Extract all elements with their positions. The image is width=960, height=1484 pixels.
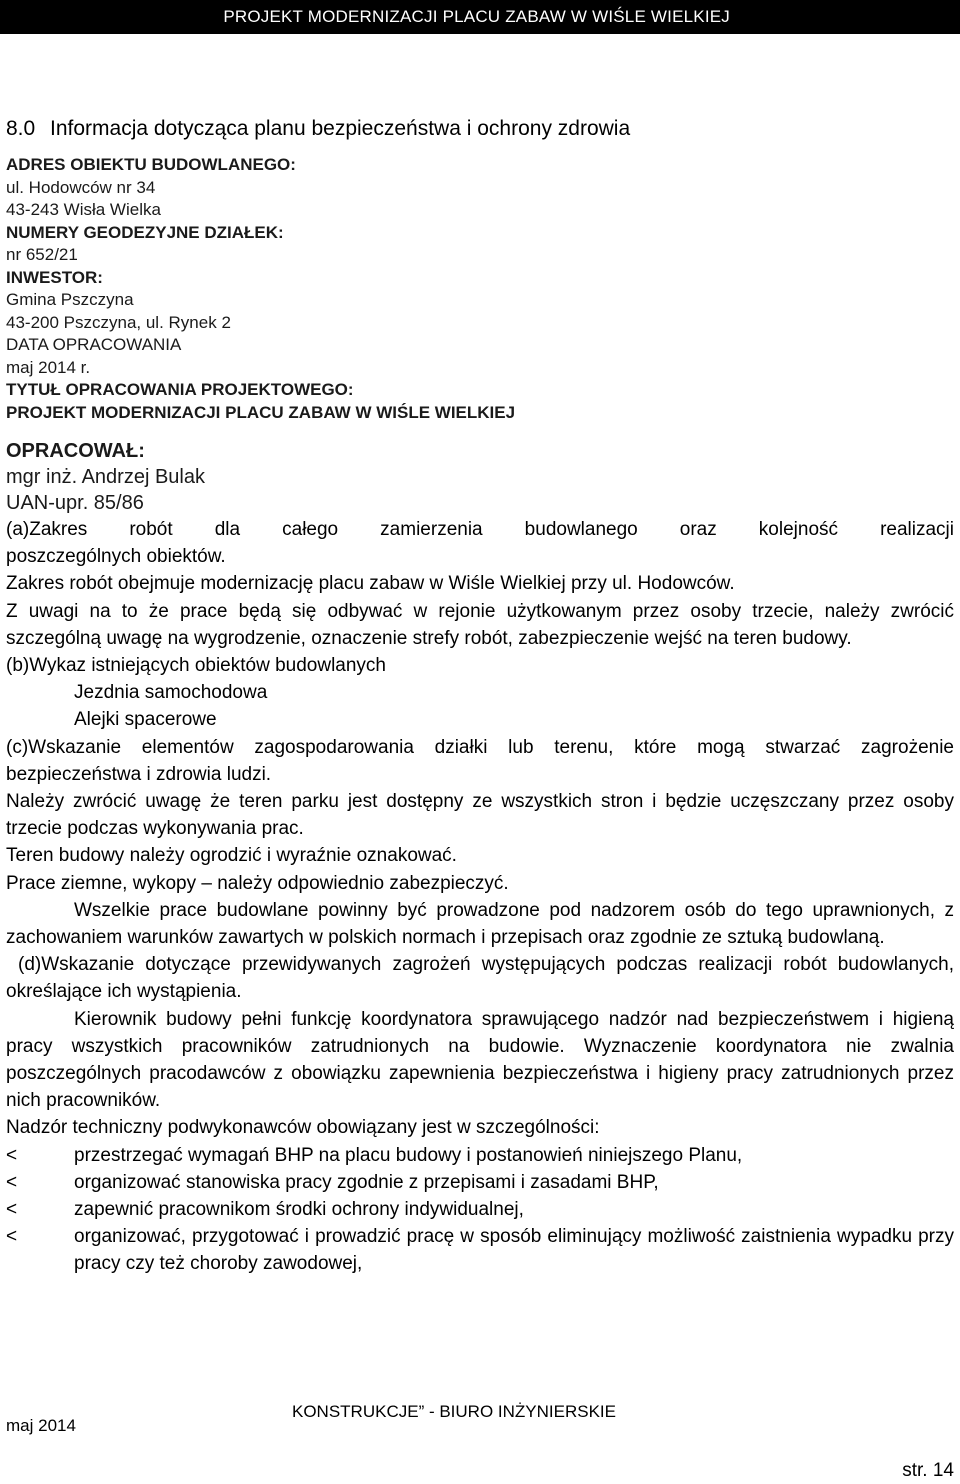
- page-number: str. 14: [902, 1460, 954, 1481]
- project-info: [6, 154, 954, 516]
- address-line: 43-243 Wisła Wielka: [6, 200, 161, 219]
- investor-label: INWESTOR:: [6, 267, 103, 287]
- plots-label: NUMERY GEODEZYJNE DZIAŁEK:: [6, 222, 284, 242]
- paragraph: Prace ziemne, wykopy – należy odpowiednio zabezpieczyć.: [6, 872, 509, 894]
- list-item: Alejki spacerowe: [74, 709, 217, 731]
- footer-company: KONSTRUKCJE” - BIURO INŻYNIERSKIE: [292, 1402, 616, 1421]
- paragraph: (c)Wskazanie elementów zagospodarowania działki lub terenu, które mogą stwarzać zagrożenie bezpieczeństwa i zdrowia ludzi.: [6, 736, 954, 785]
- bullet-mark: <: [6, 1199, 18, 1221]
- paragraph: Wszelkie prace budowlane powinny być prowadzone pod nadzorem osób do tego uprawnionych, z zachowaniem warunków zawartych w polskich normach i przepisach oraz zgodnie ze sztuką budowlaną.: [6, 899, 954, 949]
- section-title: Informacja dotycząca planu bezpieczeństwa i ochrony zdrowia: [50, 117, 631, 140]
- paragraph: Teren budowy należy ogrodzić i wyraźnie oznakować.: [6, 845, 457, 867]
- paragraph: (d)Wskazanie dotyczące przewidywanych zagrożeń występujących podczas realizacji robót budowlanych, określające ich wystąpienia.: [6, 954, 954, 1003]
- bullet-item: [6, 1142, 954, 1169]
- paragraph: (b)Wykaz istniejących obiektów budowlanych: [6, 655, 386, 677]
- bullet-text: przestrzegać wymagań BHP na placu budowy i postanowień niniejszego Planu,: [74, 1144, 743, 1166]
- section-heading: [6, 112, 954, 146]
- plots-value: nr 652/21: [6, 245, 78, 264]
- bullet-text: zapewnić pracownikom środki ochrony indywidualnej,: [74, 1199, 524, 1221]
- running-header: PROJEKT MODERNIZACJI PLACU ZABAW W WIŚLE WIELKIEJ: [0, 0, 960, 34]
- author-name: mgr inż. Andrzej Bulak: [6, 466, 205, 488]
- bullet-mark: <: [6, 1226, 18, 1248]
- address-line: ul. Hodowców nr 34: [6, 177, 156, 197]
- document-body: [6, 516, 954, 1278]
- bullet-item: [6, 1223, 954, 1277]
- document-page: [6, 112, 954, 1278]
- title-label: TYTUŁ OPRACOWANIA PROJEKTOWEGO:: [6, 380, 354, 399]
- bullet-mark: <: [6, 1171, 18, 1193]
- bullet-item: [6, 1196, 954, 1223]
- author-label: OPRACOWAŁ:: [6, 440, 145, 462]
- paragraph: poszczególnych obiektów.: [6, 546, 226, 568]
- title-value: PROJEKT MODERNIZACJI PLACU ZABAW W WIŚLE WIELKIEJ: [6, 402, 516, 422]
- page-footer: [0, 1396, 960, 1484]
- paragraph: Nadzór techniczny podwykonawców obowiązany jest w szczególności:: [6, 1117, 600, 1139]
- footer-date: maj 2014: [6, 1416, 76, 1435]
- address-label: ADRES OBIEKTU BUDOWLANEGO:: [6, 155, 296, 174]
- paragraph: Z uwagi na to że prace będą się odbywać w rejonie użytkowanym przez osoby trzecie, należy zwrócić szczególną uwagę na wygrodzenie, oznaczenie strefy robót, zabezpieczenie wejść na teren budowy.: [6, 600, 954, 649]
- date-label: DATA OPRACOWANIA: [6, 335, 182, 354]
- date-value: maj 2014 r.: [6, 357, 91, 377]
- paragraph: Należy zwrócić uwagę że teren parku jest dostępny ze wszystkich stron i będzie uczęszczany przez osoby trzecie podczas wykonywania prac.: [6, 791, 954, 840]
- paragraph: (a)Zakres robót dla całego zamierzenia budowlanego oraz kolejność realizacji: [6, 519, 954, 540]
- author-license: UAN-upr. 85/86: [6, 492, 144, 514]
- investor-address: 43-200 Pszczyna, ul. Rynek 2: [6, 312, 231, 332]
- investor-name: Gmina Pszczyna: [6, 290, 134, 309]
- paragraph: Kierownik budowy pełni funkcję koordynatora sprawującego nadzór nad bezpieczeństwem i higieną pracy wszystkich pracowników zatrudnionych na budowie. Wyznaczenie koordynatora nie zwalnia poszczególnych pracodawców z obowiązku zapewnienia bezpieczeństwa i higieny pracy zatrudnionych przez nich pracowników.: [6, 1008, 954, 1112]
- bullet-item: [6, 1169, 954, 1196]
- list-item: Jezdnia samochodowa: [74, 682, 268, 704]
- paragraph: Zakres robót obejmuje modernizację placu zabaw w Wiśle Wielkiej przy ul. Hodowców.: [6, 573, 735, 595]
- bullet-text: organizować stanowiska pracy zgodnie z przepisami i zasadami BHP,: [74, 1171, 659, 1193]
- bullet-text: organizować, przygotować i prowadzić pracę w sposób eliminujący możliwość zaistnienia wypadku przy pracy czy też choroby zawodowej,: [74, 1226, 954, 1275]
- bullet-mark: <: [6, 1144, 18, 1166]
- section-number: 8.0: [6, 117, 36, 140]
